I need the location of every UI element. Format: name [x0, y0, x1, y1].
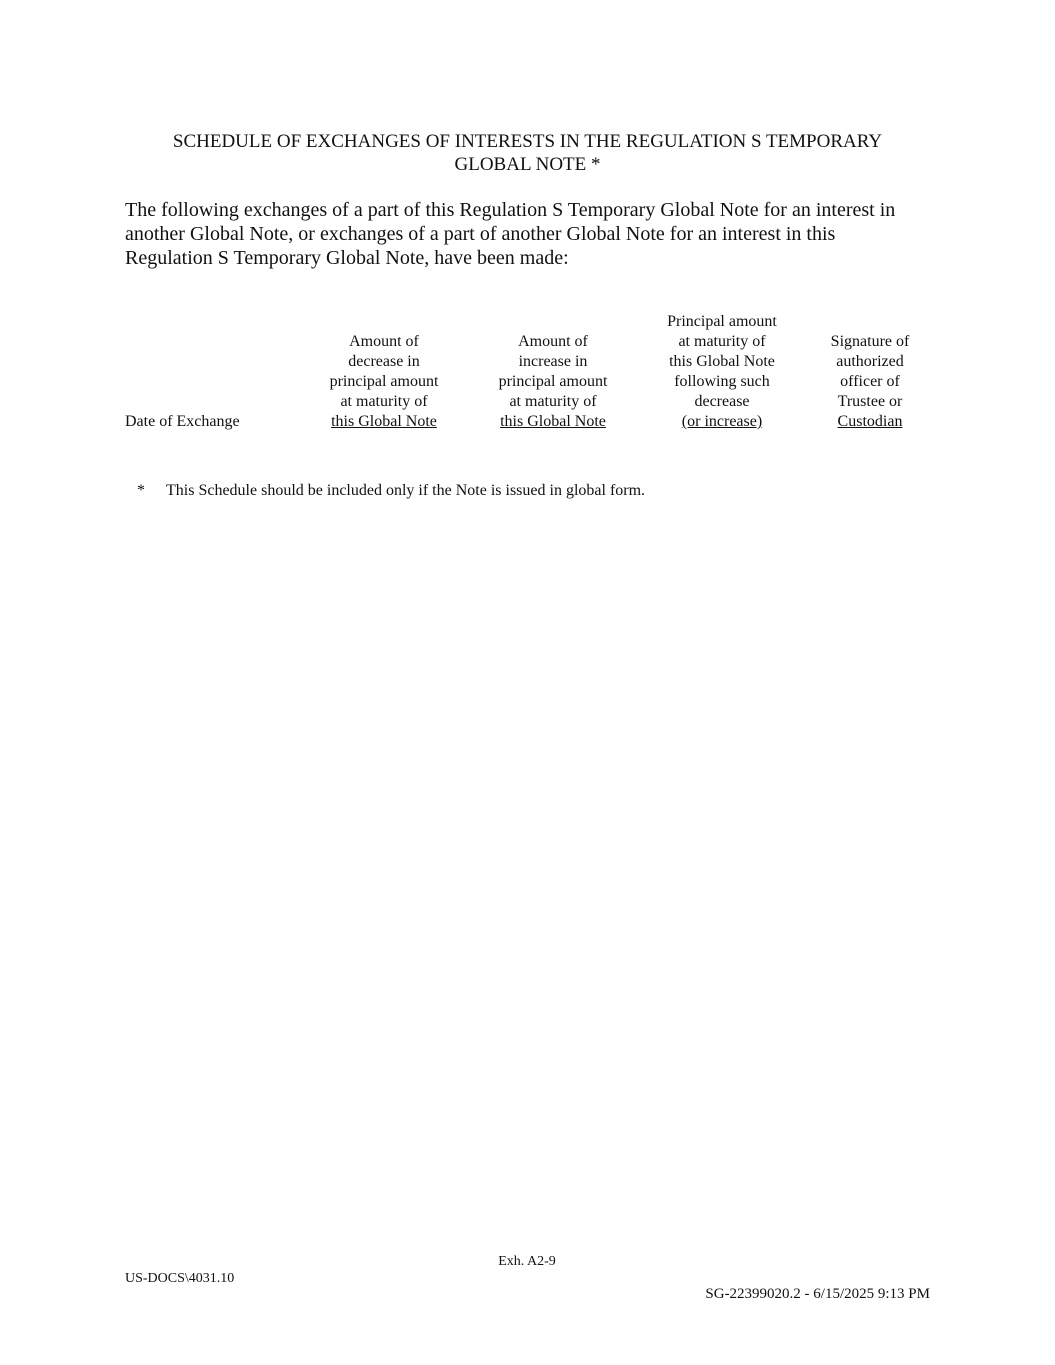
- header-increase-line: at maturity of: [509, 393, 597, 410]
- header-principal-line: at maturity of: [678, 333, 766, 350]
- footnote: [137, 481, 645, 501]
- header-principal-line: this Global Note: [669, 353, 775, 370]
- header-signature-line: authorized: [836, 353, 904, 370]
- intro-line-1: The following exchanges of a part of this Regulation S Temporary Global Note for an interest in: [125, 199, 896, 221]
- sg-stamp: SG-22399020.2 - 6/15/2025 9:13 PM: [705, 1286, 930, 1302]
- header-principal-following: [652, 312, 792, 432]
- header-decrease-line: decrease in: [348, 353, 420, 370]
- header-increase-line: Amount of: [518, 333, 588, 350]
- intro-paragraph: [125, 198, 935, 270]
- header-increase-line: principal amount: [498, 373, 608, 390]
- header-decrease-line: this Global Note: [331, 413, 437, 430]
- header-principal-line: Principal amount: [667, 313, 777, 330]
- header-decrease-line: Amount of: [349, 333, 419, 350]
- exhibit-page-number: Exh. A2-9: [498, 1254, 556, 1269]
- header-signature-line: Signature of: [830, 333, 910, 350]
- footnote-text: This Schedule should be included only if the Note is issued in global form.: [166, 482, 646, 499]
- header-principal-line: following such: [674, 373, 770, 390]
- document-id: US-DOCS\4031.10: [125, 1271, 235, 1286]
- footnote-mark: *: [137, 482, 145, 499]
- title-line-2: GLOBAL NOTE *: [454, 154, 601, 175]
- header-increase-line: this Global Note: [500, 413, 606, 430]
- header-increase-line: increase in: [518, 353, 588, 370]
- header-signature-line: officer of: [840, 373, 900, 390]
- header-signature-line: Custodian: [837, 413, 903, 430]
- header-decrease-line: at maturity of: [340, 393, 428, 410]
- header-signature-line: Trustee or: [837, 393, 903, 410]
- intro-line-3: Regulation S Temporary Global Note, have been made:: [125, 247, 569, 269]
- schedule-title: [125, 130, 930, 176]
- header-amount-decrease: [318, 332, 450, 432]
- header-decrease-line: principal amount: [329, 373, 439, 390]
- header-principal-line: decrease: [694, 393, 750, 410]
- header-principal-line: (or increase): [681, 413, 763, 430]
- header-date-label: Date of Exchange: [125, 413, 240, 430]
- intro-line-2: another Global Note, or exchanges of a part of another Global Note for an interest in this: [125, 223, 836, 245]
- title-line-1: SCHEDULE OF EXCHANGES OF INTERESTS IN THE REGULATION S TEMPORARY: [172, 131, 883, 152]
- header-date-of-exchange: [125, 412, 240, 432]
- header-signature: [815, 332, 925, 432]
- header-amount-increase: [487, 332, 619, 432]
